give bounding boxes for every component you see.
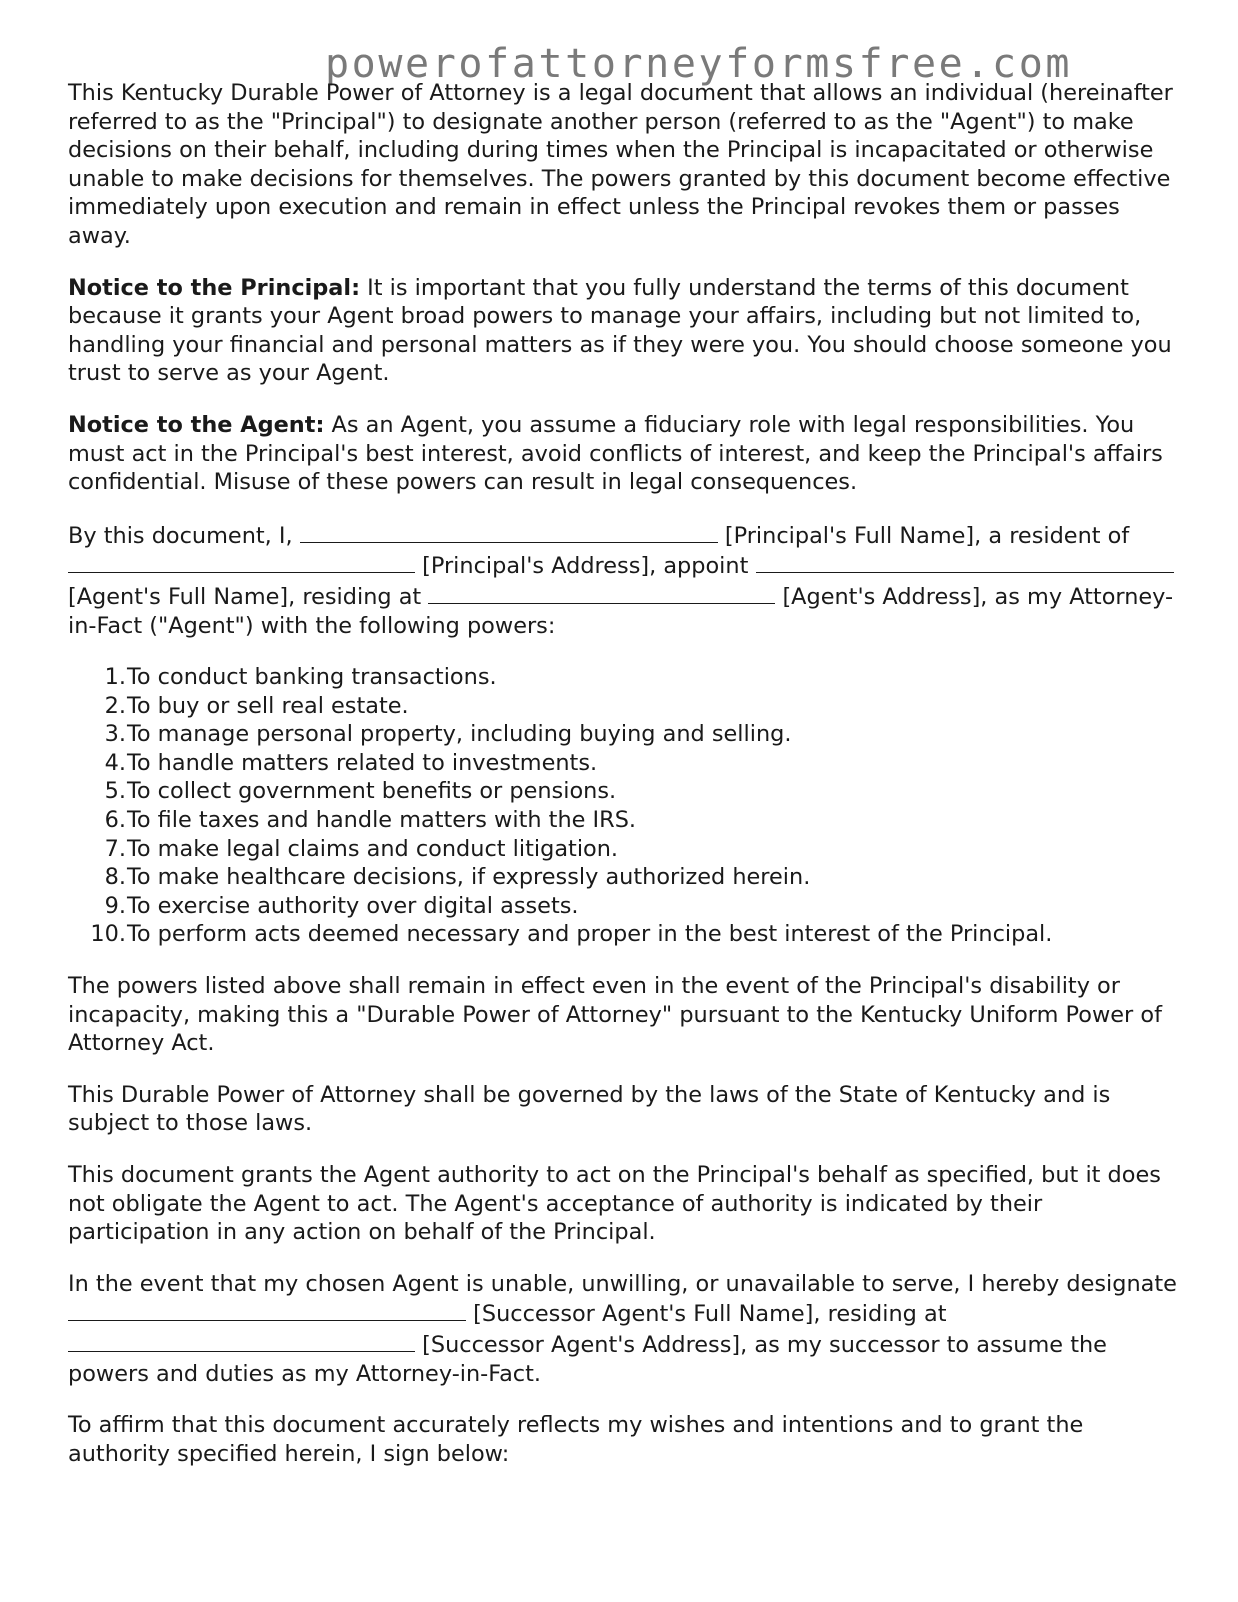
notice-agent-label: Notice to the Agent:: [68, 411, 325, 438]
power-item: [68, 892, 1178, 921]
power-text: To exercise authority over digital assets.: [127, 892, 579, 919]
notice-principal-label: Notice to the Principal:: [68, 274, 361, 301]
agent-address-blank[interactable]: [428, 581, 775, 604]
powers-list: [68, 663, 1178, 949]
power-number: 5.: [104, 778, 126, 805]
power-number: 3.: [104, 721, 126, 748]
power-number: 7.: [104, 835, 126, 862]
power-number: 4.: [104, 749, 126, 776]
appointment-paragraph: [68, 520, 1178, 640]
power-text: To file taxes and handle matters with the IRS.: [127, 807, 637, 834]
power-item: [68, 749, 1178, 778]
power-text: To buy or sell real estate.: [127, 692, 409, 719]
power-number: 9.: [104, 892, 126, 919]
power-item: [68, 692, 1178, 721]
power-number: 8.: [104, 864, 126, 891]
power-number: 6.: [104, 807, 126, 834]
power-text: To make healthcare decisions, if expressly authorized herein.: [127, 864, 811, 891]
affirmation-paragraph: To affirm that this document accurately reflects my wishes and intentions and to grant the authority specified herein, I sign below:: [68, 1412, 1084, 1467]
power-item: [68, 863, 1178, 892]
appointment-text-4: [Agent's Full Name], residing at: [68, 583, 429, 610]
power-text: To collect government benefits or pensions.: [127, 778, 617, 805]
notice-agent-text: As an Agent, you assume a fiduciary role with legal responsibilities. You must act in the Principal's best interest, avoid conflicts of interest, and keep the Principal's affairs confidential. Misuse of these powers can result in legal consequences.: [68, 411, 1163, 496]
watermark: powerofattorneyformsfree.com: [325, 41, 1073, 87]
power-item: [68, 920, 1178, 949]
agent-name-blank[interactable]: [756, 550, 1174, 573]
durability-paragraph: The powers listed above shall remain in effect even in the event of the Principal's disability or incapacity, making this a "Durable Power of Attorney" pursuant to the Kentucky Uniform Power of Attorney Act.: [68, 973, 1162, 1057]
power-item: [68, 777, 1178, 806]
power-text: To perform acts deemed necessary and proper in the best interest of the Principal.: [127, 921, 1053, 948]
appointment-text-2: [Principal's Full Name], a resident of: [717, 522, 1130, 549]
principal-address-blank[interactable]: [68, 550, 415, 573]
power-text: To make legal claims and conduct litigation.: [127, 835, 619, 862]
power-number: 2.: [104, 692, 126, 719]
appointment-text-3: [Principal's Address], appoint: [415, 553, 756, 580]
notice-to-agent: [68, 411, 1178, 497]
document-body: [68, 79, 1178, 1491]
successor-name-blank[interactable]: [68, 1298, 466, 1321]
power-item: [68, 663, 1178, 692]
successor-text-1: In the event that my chosen Agent is unable, unwilling, or unavailable to serve, I hereby designate: [68, 1270, 1177, 1297]
governing-law-paragraph: This Durable Power of Attorney shall be governed by the laws of the State of Kentucky and is subject to those laws.: [68, 1081, 1111, 1137]
power-text: To handle matters related to investments.: [127, 749, 598, 776]
power-number: 10.: [90, 921, 126, 948]
power-text: To conduct banking transactions.: [127, 664, 497, 691]
successor-text-2: [Successor Agent's Full Name], residing at: [466, 1301, 947, 1328]
successor-paragraph: [68, 1270, 1178, 1388]
notice-principal-text: It is important that you fully understand the terms of this document because it grants your Agent broad powers to manage your affairs, including but not limited to, handling your financial and personal matters as if they were you. You should choose someone you trust to serve as your Agent.: [68, 274, 1172, 387]
successor-text-3: [Successor Agent's Address], as my successor to assume the powers and duties as my Attorney-in-Fact.: [68, 1331, 1107, 1387]
notice-to-principal: [68, 274, 1178, 388]
successor-address-blank[interactable]: [68, 1329, 415, 1352]
authority-paragraph: This document grants the Agent authority to act on the Principal's behalf as specified, but it does not obligate the Agent to act. The Agent's acceptance of authority is indicated by their participation in any action on behalf of the Principal.: [68, 1162, 1161, 1246]
power-text: To manage personal property, including buying and selling.: [127, 721, 792, 748]
principal-name-blank[interactable]: [300, 520, 718, 543]
power-item: [68, 806, 1178, 835]
power-item: [68, 720, 1178, 749]
power-item: [68, 835, 1178, 864]
appointment-text-5: [Agent's Address], as my Attorney-in-Fact ("Agent") with the following powers:: [68, 583, 1174, 639]
power-number: 1.: [104, 664, 126, 691]
intro-paragraph: This Kentucky Durable Power of Attorney is a legal document that allows an individual (hereinafter referred to as the "Principal") to designate another person (referred to as the "Agent") to make decisions on their behalf, including during times when the Principal is incapacitated or otherwise unable to make decisions for themselves. The powers granted by this document become effective immediately upon execution and remain in effect unless the Principal revokes them or passes away.: [68, 80, 1173, 249]
appointment-text-1: By this document, I,: [68, 522, 300, 549]
